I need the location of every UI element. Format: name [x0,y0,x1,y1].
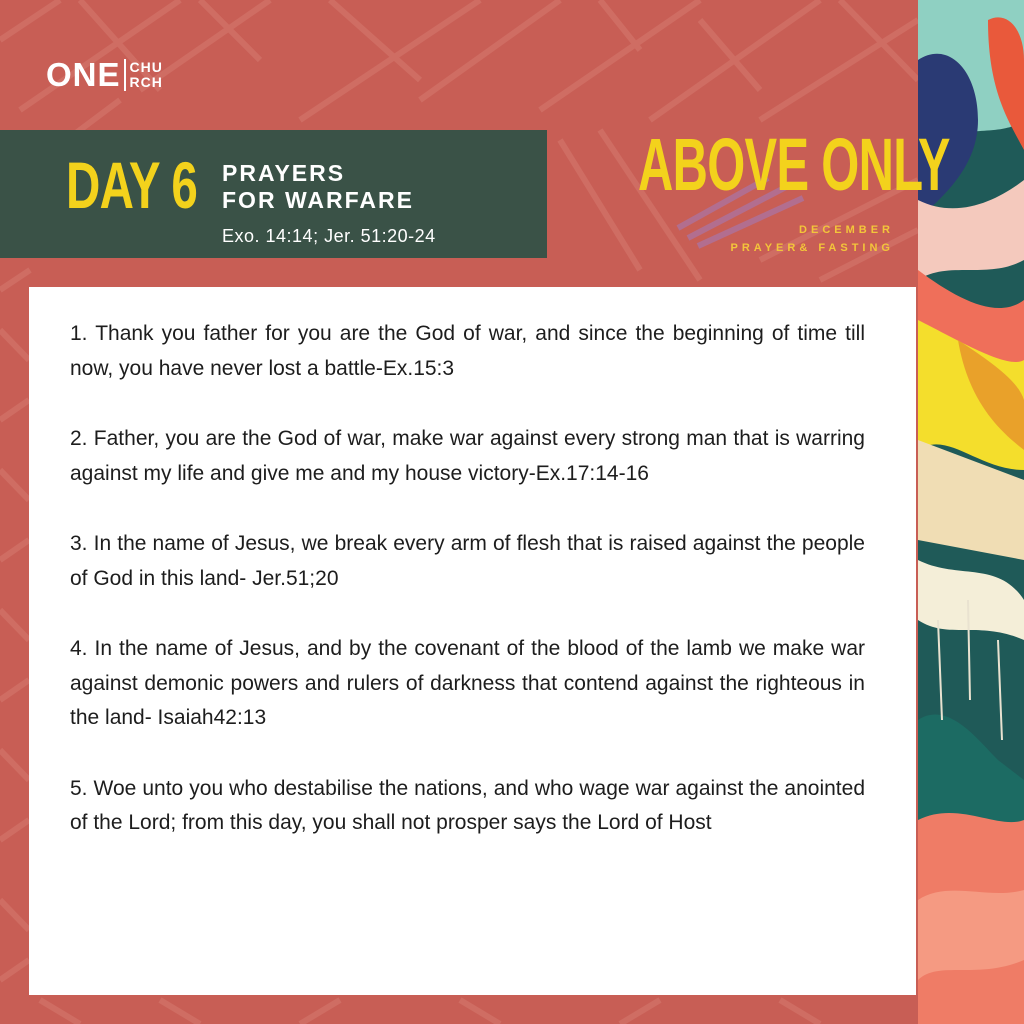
day-title-line2: FOR WARFARE [222,187,414,213]
logo-church-top: CHU [129,58,163,75]
prayer-item: 3. In the name of Jesus, we break every arm of flesh that is raised against the people of God in this land- Jer.51;20 [70,532,865,590]
prayer-item: 2. Father, you are the God of war, make war against every strong man that is warring against my life and give me and my house victory-Ex.17:14-16 [70,427,865,485]
series-title: ABOVE ONLY [638,123,950,206]
day-header-panel [0,130,547,258]
logo-church-bottom: RCH [129,73,163,90]
series-month: DECEMBER [799,224,894,236]
day-title [222,160,414,214]
one-church-logo [46,58,163,91]
logo-church-text [130,60,163,90]
logo-divider [124,59,126,91]
prayer-card [29,287,916,995]
prayer-item: 1. Thank you father for you are the God of war, and since the beginning of time till now, you have never lost a battle-Ex.15:3 [70,322,865,380]
prayer-list [70,317,865,877]
day-title-line1: PRAYERS [222,160,346,186]
logo-one-text: ONE [46,56,121,93]
scripture-reference: Exo. 14:14; Jer. 51:20-24 [222,226,436,246]
day-number: DAY 6 [66,148,198,222]
prayer-item: 4. In the name of Jesus, and by the covenant of the blood of the lamb we make war against demonic powers and rulers of darkness that contend against the righteous in the land- Isaiah42:13 [70,637,865,729]
series-subtitle: PRAYER& FASTING [730,242,894,254]
prayer-item: 5. Woe unto you who destabilise the nations, and who wage war against the anointed of the Lord; from this day, you shall not prosper says the Lord of Host [70,776,865,834]
